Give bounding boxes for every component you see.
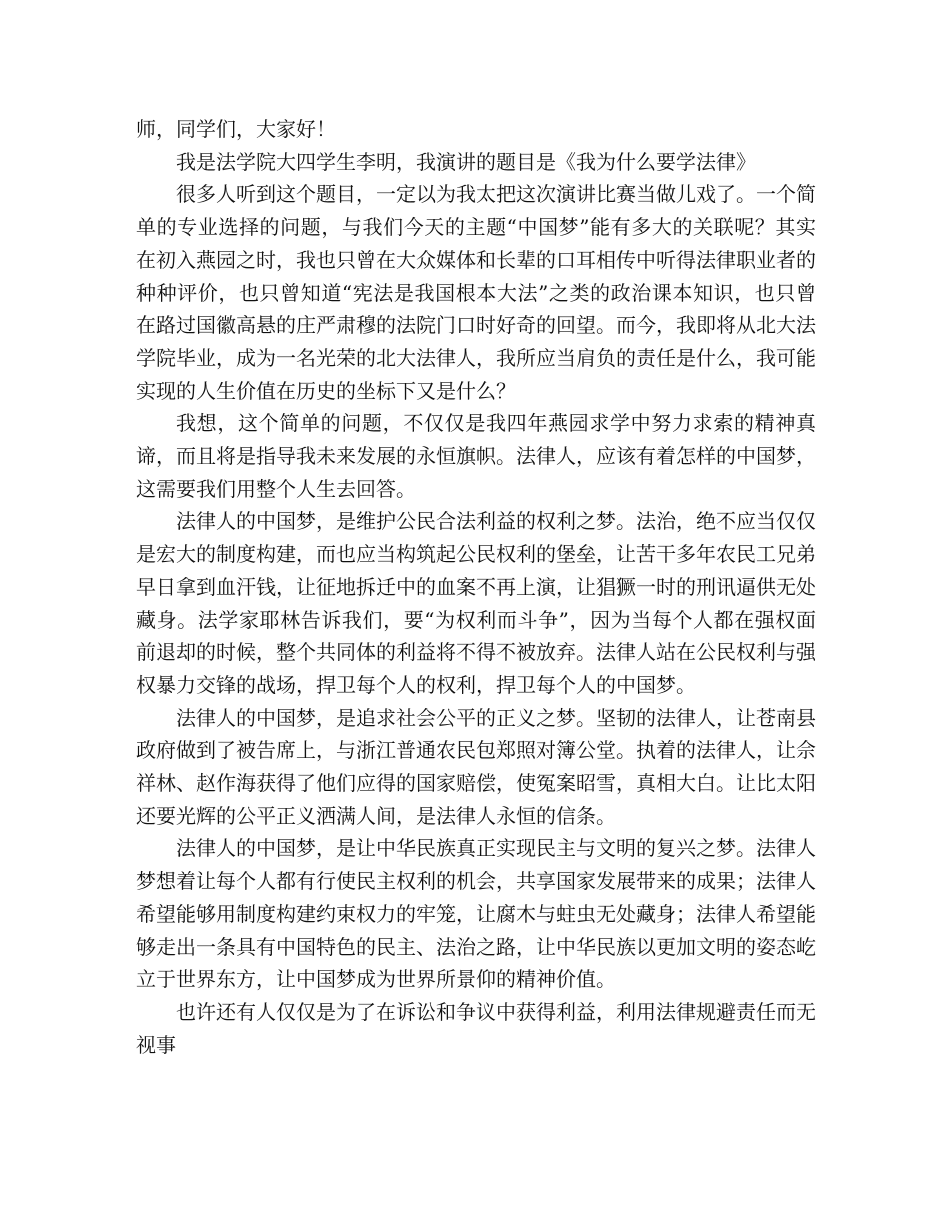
document-page [136,113,816,1061]
paragraph-rights-dream: 法律人的中国梦，是维护公民合法利益的权利之梦。法治，绝不应当仅仅是宏大的制度构建，而也应当构筑起公民权利的堡垒，让苦干多年农民工兄弟早日拿到血汗钱，让征地拆迁中的血案不再上演，让猖獗一时的刑讯逼供无处藏身。法学家耶林告诉我们，要“为权利而斗争”，因为当每个人都在强权面前退却的时候，整个共同体的利益将不得不被放弃。法律人站在公民权利与强权暴力交锋的战场，捍卫每个人的权利，捍卫每个人的中国梦。 [136,509,816,697]
paragraph-revival-dream: 法律人的中国梦，是让中华民族真正实现民主与文明的复兴之梦。法律人梦想着让每个人都有行使民主权利的机会，共享国家发展带来的成果；法律人希望能够用制度构建约束权力的牢笼，让腐木与蛀虫无处藏身；法律人希望能够走出一条具有中国特色的民主、法治之路，让中华民族以更加文明的姿态屹立于世界东方，让中国梦成为世界所景仰的精神价值。 [136,836,816,992]
paragraph-continuation: 也许还有人仅仅是为了在诉讼和争议中获得利益，利用法律规避责任而无视事 [136,999,816,1057]
paragraph-introduction: 我是法学院大四学生李明，我演讲的题目是《我为什么要学法律》 [176,149,756,174]
paragraph-reflection: 我想，这个简单的问题，不仅仅是我四年燕园求学中努力求索的精神真谛，而且将是指导我未来发展的永恒旗帜。法律人，应该有着怎样的中国梦，这需要我们用整个人生去回答。 [136,411,816,501]
paragraph-topic-question: 很多人听到这个题目，一定以为我太把这次演讲比赛当做儿戏了。一个简单的专业选择的问题，与我们今天的主题“中国梦”能有多大的关联呢？其实在初入燕园之时，我也只曾在大众媒体和长辈的口耳相传中听得法律职业者的种种评价，也只曾知道“宪法是我国根本大法”之类的政治课本知识，也只曾在路过国徽高悬的庄严肃穆的法院门口时好奇的回望。而今，我即将从北大法学院毕业，成为一名光荣的北大法律人，我所应当肩负的责任是什么，我可能实现的人生价值在历史的坐标下又是什么？ [136,182,816,403]
paragraph-greeting: 师，同学们，大家好！ [136,117,336,141]
paragraph-justice-dream: 法律人的中国梦，是追求社会公平的正义之梦。坚韧的法律人，让苍南县政府做到了被告席上，与浙江普通农民包郑照对簿公堂。执着的法律人，让佘祥林、赵作海获得了他们应得的国家赔偿，使冤案昭雪，真相大白。让比太阳还要光辉的公平正义洒满人间，是法律人永恒的信条。 [136,705,816,828]
